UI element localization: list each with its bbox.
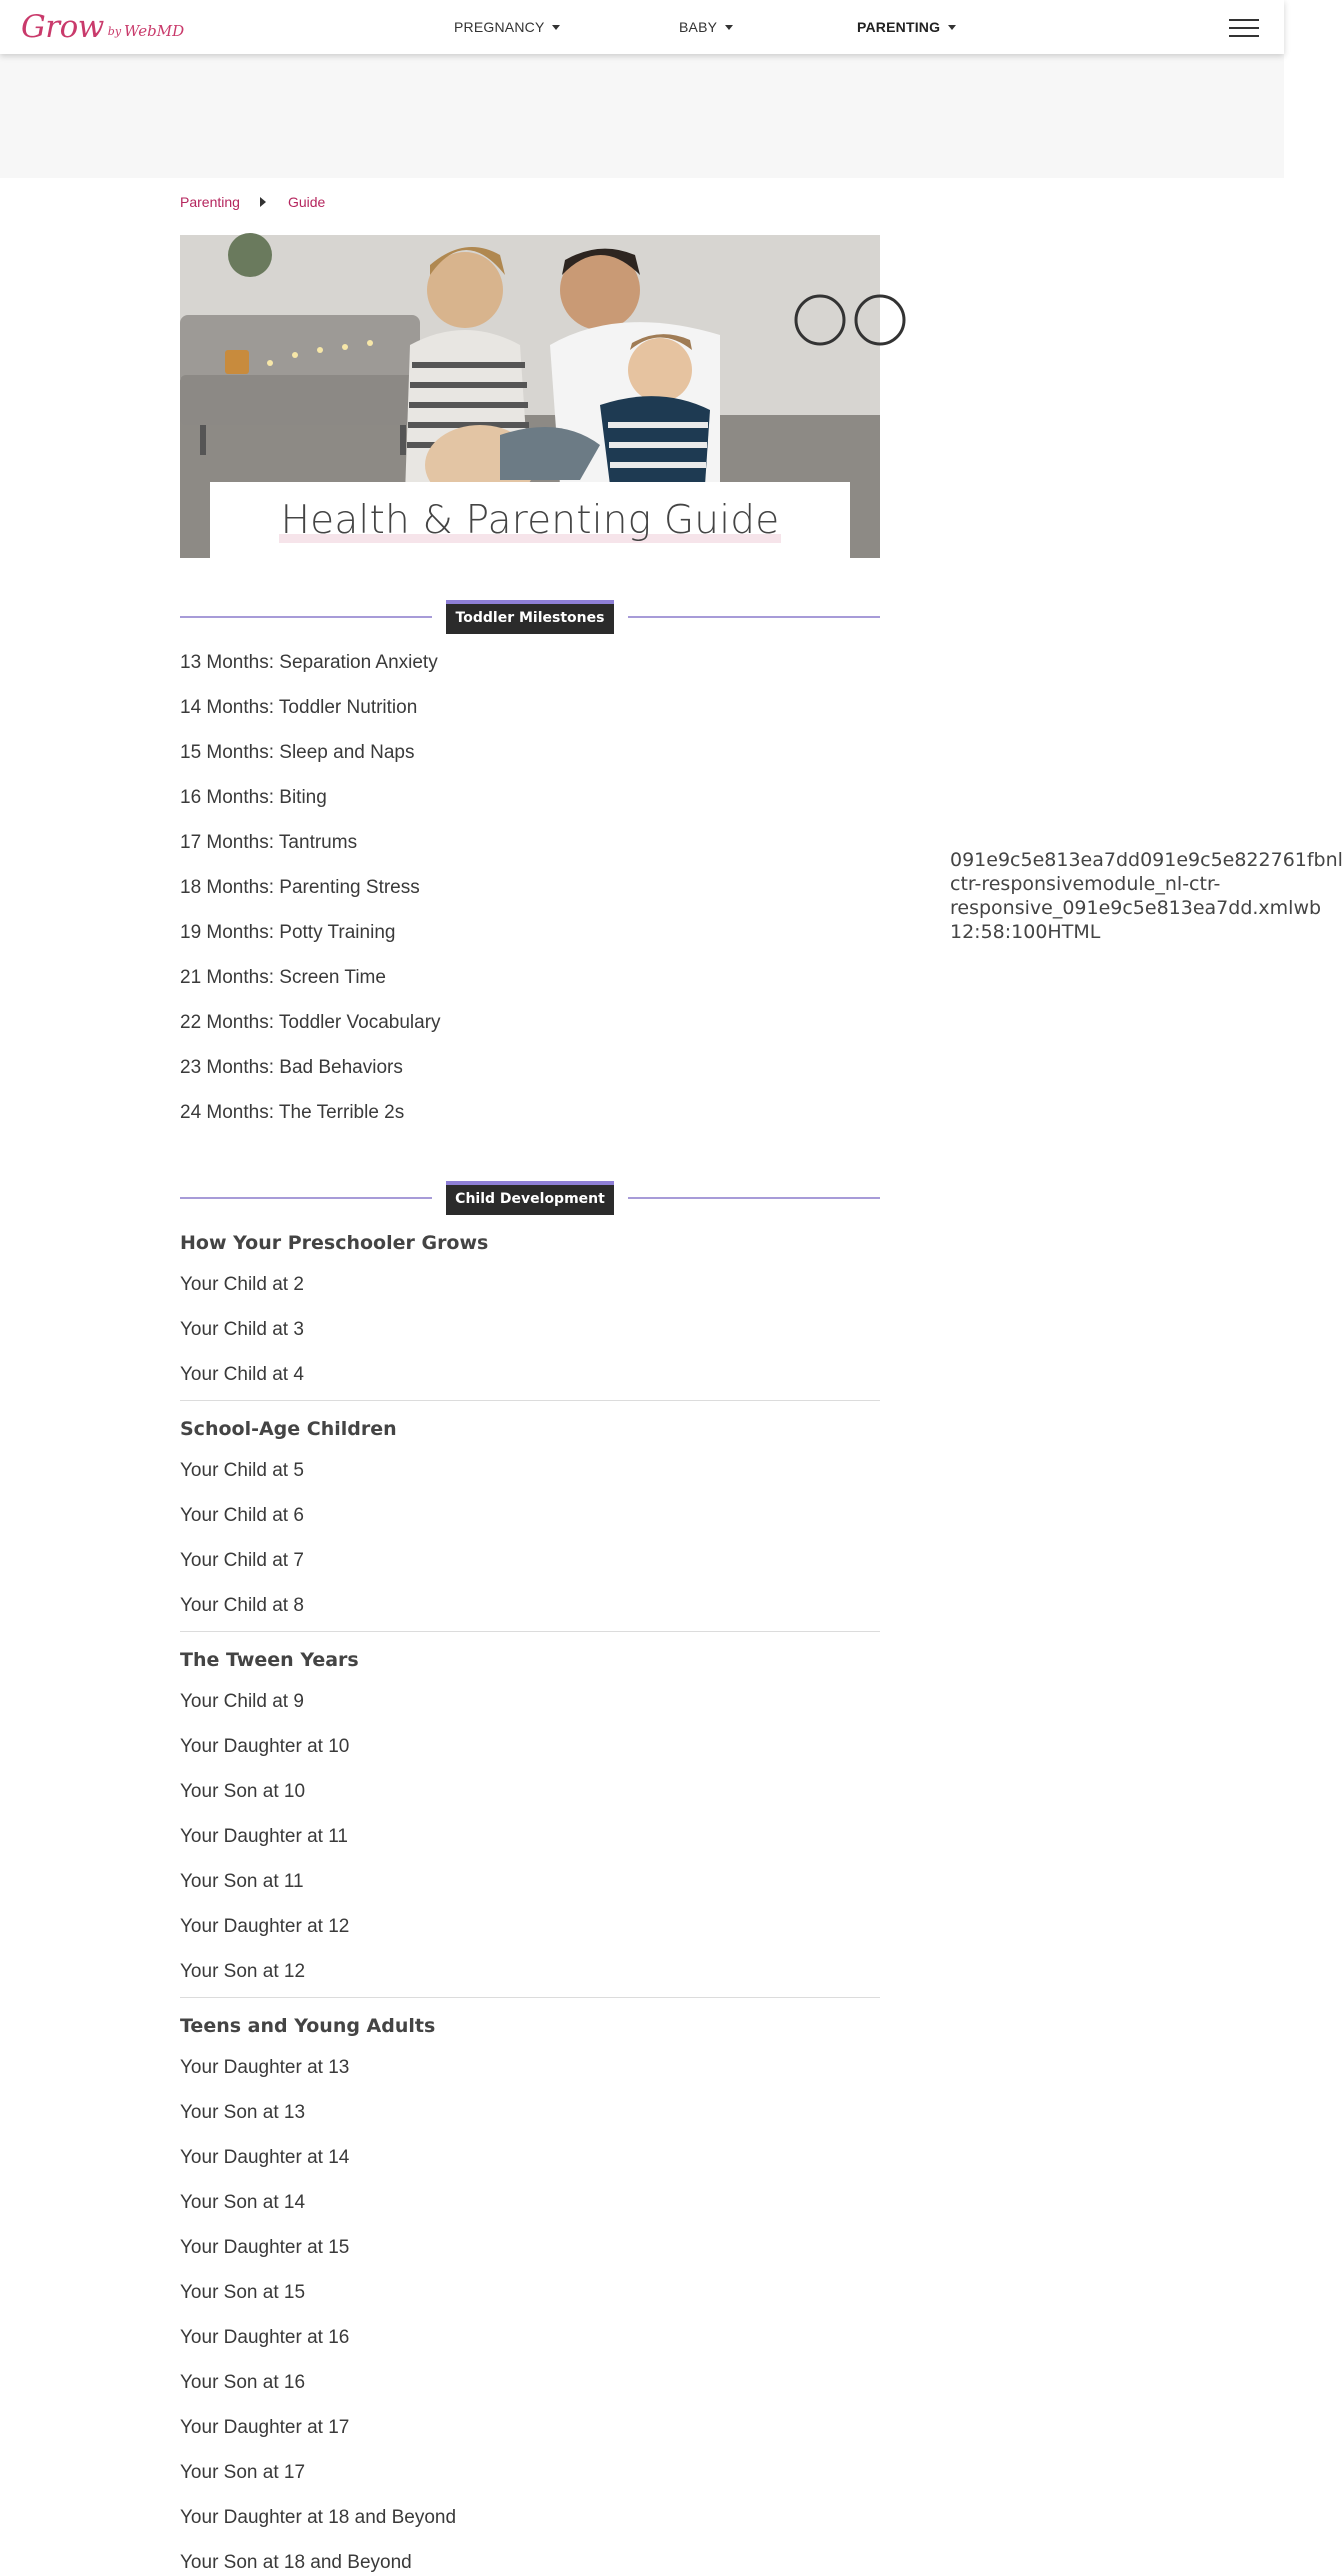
group-title: The Tween Years [180, 1649, 359, 1671]
debug-line: 091e9c5e813ea7dd091e9c5e822761fbnl [950, 849, 1343, 871]
development-link[interactable]: Your Child at 2 [180, 1274, 304, 1295]
caret-down-icon [948, 25, 956, 30]
breadcrumb-parenting[interactable]: Parenting [180, 194, 240, 210]
group-title: Teens and Young Adults [180, 2015, 436, 2037]
development-link[interactable]: Your Son at 14 [180, 2192, 306, 2213]
section-header-development [180, 1181, 880, 1215]
divider-line [628, 1197, 880, 1199]
development-link[interactable]: Your Son at 17 [180, 2462, 306, 2483]
grow-by-webmd-logo[interactable] [21, 9, 184, 45]
development-link[interactable]: Your Daughter at 10 [180, 1736, 350, 1757]
group-divider [180, 1400, 880, 1401]
debug-line: ctr-responsivemodule_nl-ctr- [950, 873, 1221, 895]
development-link[interactable]: Your Son at 10 [180, 1781, 306, 1802]
logo-grow-text: Grow [21, 9, 104, 45]
divider-line [628, 616, 880, 618]
development-link[interactable]: Your Son at 16 [180, 2372, 306, 2393]
development-link[interactable]: Your Child at 6 [180, 1505, 304, 1526]
page-title [210, 498, 850, 543]
toddler-link[interactable]: 13 Months: Separation Anxiety [180, 652, 438, 673]
section-label-development: Child Development [446, 1181, 614, 1215]
development-link[interactable]: Your Daughter at 12 [180, 1916, 350, 1937]
development-link[interactable]: Your Child at 7 [180, 1550, 304, 1571]
caret-down-icon [552, 25, 560, 30]
development-link[interactable]: Your Daughter at 14 [180, 2147, 350, 2168]
nav-parenting[interactable] [857, 19, 956, 35]
development-link[interactable]: Your Child at 3 [180, 1319, 304, 1340]
breadcrumb-guide[interactable]: Guide [287, 194, 326, 210]
section-header-toddler [180, 600, 880, 634]
toddler-link[interactable]: 17 Months: Tantrums [180, 832, 358, 853]
toddler-link[interactable]: 15 Months: Sleep and Naps [180, 742, 415, 763]
toddler-link[interactable]: 18 Months: Parenting Stress [180, 877, 420, 898]
development-link[interactable]: Your Daughter at 17 [180, 2417, 350, 2438]
site-header [0, 0, 1284, 54]
development-link[interactable]: Your Son at 13 [180, 2102, 306, 2123]
sidebar-module-debug-text [950, 848, 1343, 944]
development-link[interactable]: Your Daughter at 15 [180, 2237, 350, 2258]
debug-line: responsive_091e9c5e813ea7dd.xmlwb [950, 897, 1322, 919]
development-link[interactable]: Your Son at 18 and Beyond [180, 2552, 412, 2573]
development-link[interactable]: Your Son at 12 [180, 1961, 306, 1982]
section-label-toddler: Toddler Milestones [446, 600, 614, 634]
nav-baby-label: BABY [679, 19, 718, 35]
toddler-link[interactable]: 19 Months: Potty Training [180, 922, 396, 943]
hero-title-box [210, 482, 850, 562]
toddler-link[interactable]: 23 Months: Bad Behaviors [180, 1057, 403, 1078]
toddler-link[interactable]: 24 Months: The Terrible 2s [180, 1102, 405, 1123]
development-link[interactable]: Your Daughter at 18 and Beyond [180, 2507, 457, 2528]
debug-line: 12:58:100HTML [950, 921, 1101, 943]
hamburger-menu-icon[interactable] [1229, 19, 1259, 37]
breadcrumb-arrow-icon [260, 197, 266, 207]
development-link[interactable]: Your Child at 5 [180, 1460, 304, 1481]
nav-pregnancy[interactable] [454, 19, 560, 35]
toddler-link[interactable]: 16 Months: Biting [180, 787, 327, 808]
development-link[interactable]: Your Daughter at 13 [180, 2057, 350, 2078]
development-link[interactable]: Your Child at 8 [180, 1595, 304, 1616]
hero-image [180, 235, 880, 558]
toddler-link[interactable]: 14 Months: Toddler Nutrition [180, 697, 418, 718]
group-divider [180, 1997, 880, 1998]
nav-parenting-label: PARENTING [857, 19, 941, 35]
logo-webmd-text: WebMD [124, 22, 185, 40]
development-link[interactable]: Your Son at 11 [180, 1871, 304, 1892]
development-link[interactable]: Your Child at 4 [180, 1364, 304, 1385]
divider-line [180, 1197, 432, 1199]
logo-by-text: by [107, 25, 122, 38]
toddler-link[interactable]: 22 Months: Toddler Vocabulary [180, 1012, 441, 1033]
ad-banner-area [0, 54, 1284, 178]
breadcrumb [180, 194, 325, 210]
group-title: School-Age Children [180, 1418, 397, 1440]
caret-down-icon [725, 25, 733, 30]
nav-baby[interactable] [679, 19, 733, 35]
development-link[interactable]: Your Child at 9 [180, 1691, 304, 1712]
group-divider [180, 1631, 880, 1632]
divider-line [180, 616, 432, 618]
development-link[interactable]: Your Daughter at 16 [180, 2327, 350, 2348]
development-link[interactable]: Your Daughter at 11 [180, 1826, 348, 1847]
page-title-text: Health & Parenting Guide [280, 498, 780, 543]
toddler-link[interactable]: 21 Months: Screen Time [180, 967, 386, 988]
development-link[interactable]: Your Son at 15 [180, 2282, 306, 2303]
nav-pregnancy-label: PREGNANCY [454, 19, 545, 35]
group-title: How Your Preschooler Grows [180, 1232, 489, 1254]
